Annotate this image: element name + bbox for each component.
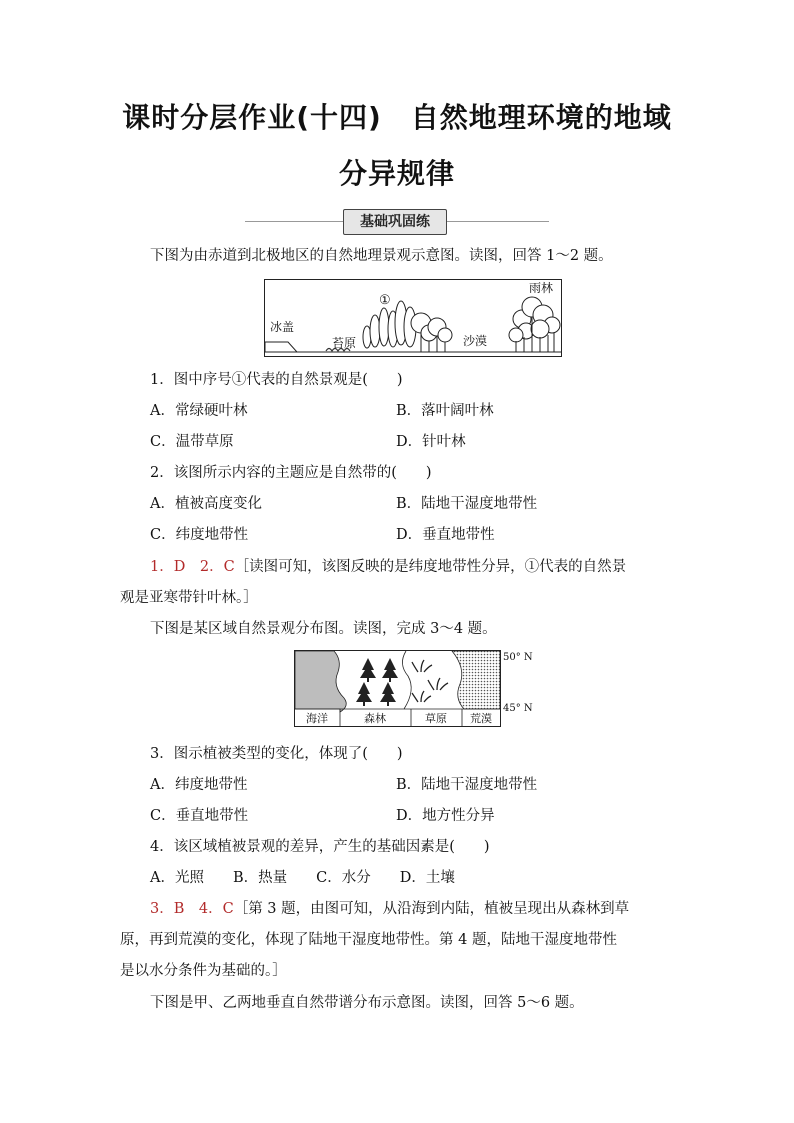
banner-rule-right [447, 221, 549, 222]
section-banner [245, 208, 549, 236]
intro-text-1: 下图为由赤道到北极地区的自然地理景观示意图。读图，回答 1～2 题。 [150, 248, 613, 264]
zone-label-grassland: 草原 [425, 712, 447, 725]
latitude-label-bottom: 45° N [503, 703, 533, 714]
answer-key-1-2: 1．D 2．C [150, 559, 235, 575]
question-3-option-a[interactable]: A．纬度地带性 [150, 777, 248, 793]
question-4-stem: 4．该区域植被景观的差异，产生的基础因素是( ) [150, 839, 490, 855]
question-3-option-d[interactable]: D．地方性分异 [396, 808, 495, 824]
label-ice-cap: 冰盖 [270, 320, 295, 334]
answer-1-2 [150, 557, 626, 577]
intro-text-3: 下图是甲、乙两地垂直自然带谱分布示意图。读图，回答 5～6 题。 [150, 995, 584, 1011]
question-2-option-c[interactable]: C．纬度地带性 [150, 527, 249, 543]
answer-explanation-3-4-end: 是以水分条件为基础的。］ [120, 963, 287, 979]
question-2-option-d[interactable]: D．垂直地带性 [396, 527, 495, 543]
answer-explanation-1-2: ［读图可知，该图反映的是纬度地带性分异，①代表的自然景 [234, 559, 627, 575]
question-1-option-b[interactable]: B．落叶阔叶林 [396, 403, 494, 419]
answer-key-3-4: 3．B 4．C [150, 901, 234, 917]
regional-landscape-figure [294, 650, 534, 730]
label-tundra: 苔原 [332, 336, 357, 350]
answer-explanation-3-4: ［第 3 题，由图可知，从沿海到内陆，植被呈现出从森林到草 [233, 901, 630, 917]
question-1-option-c[interactable]: C．温带草原 [150, 434, 234, 450]
answer-3-4 [150, 899, 629, 919]
page-title: 课时分层作业(十四) 自然地理环境的地域 [122, 101, 672, 134]
question-3-option-c[interactable]: C．垂直地带性 [150, 808, 249, 824]
banner-rule-left [245, 221, 343, 222]
intro-text-2: 下图是某区域自然景观分布图。读图，完成 3～4 题。 [150, 621, 497, 637]
question-1-stem: 1．图中序号①代表的自然景观是( ) [150, 372, 403, 388]
question-2-stem: 2．该图所示内容的主题应是自然带的( ) [150, 465, 432, 481]
question-2-option-a[interactable]: A．植被高度变化 [150, 496, 262, 512]
zone-label-ocean: 海洋 [306, 712, 328, 725]
question-3-stem: 3．图示植被类型的变化，体现了( ) [150, 746, 403, 762]
answer-explanation-3-4-cont: 原，再到荒漠的变化，体现了陆地干湿度地带性。第 4 题，陆地干湿度地带性 [120, 932, 617, 948]
question-1-option-a[interactable]: A．常绿硬叶林 [150, 403, 248, 419]
landscape-figure [264, 279, 562, 357]
question-3-option-b[interactable]: B．陆地干湿度地带性 [396, 777, 538, 793]
section-label: 基础巩固练 [343, 209, 447, 235]
zone-label-forest: 森林 [364, 712, 386, 725]
page-title-continued: 分异规律 [338, 157, 455, 190]
zone-label-desert: 荒漠 [470, 712, 492, 725]
question-4-options[interactable]: A．光照 B．热量 C．水分 D．土壤 [150, 870, 455, 886]
answer-explanation-1-2-cont: 观是亚寒带针叶林。］ [120, 590, 258, 606]
latitude-label-top: 50° N [503, 652, 533, 663]
label-region-1: ① [379, 293, 391, 308]
label-desert: 沙漠 [463, 334, 488, 348]
question-1-option-d[interactable]: D．针叶林 [396, 434, 466, 450]
question-2-option-b[interactable]: B．陆地干湿度地带性 [396, 496, 538, 512]
label-rainforest: 雨林 [529, 281, 554, 295]
